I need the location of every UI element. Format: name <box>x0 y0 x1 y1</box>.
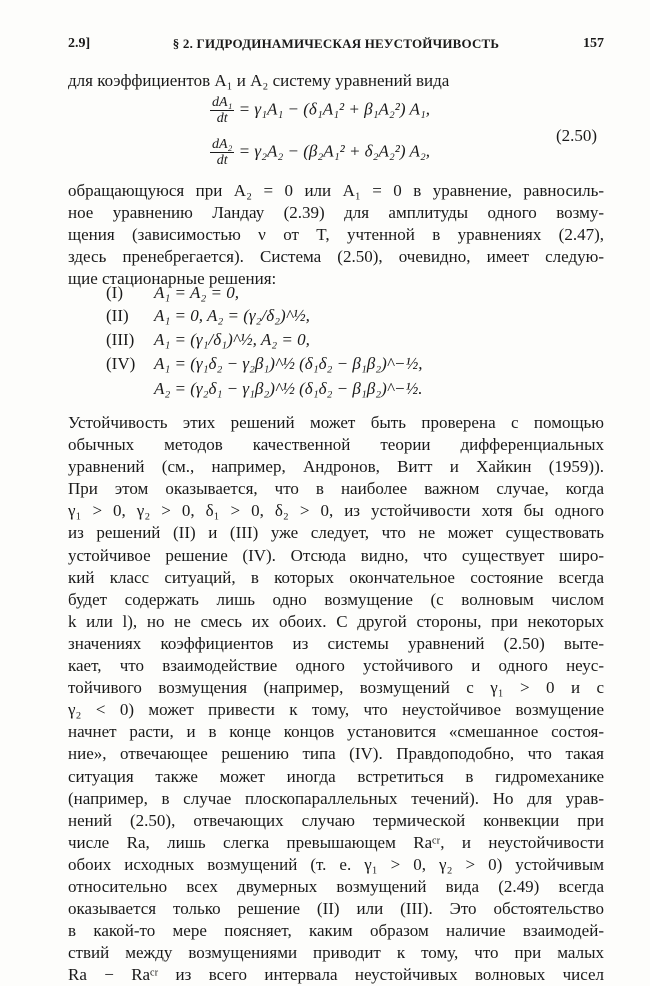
text-line: При этом оказывается, что в наиболее важном случае, когда <box>68 479 604 499</box>
text-line: γ₁ > 0, γ₂ > 0, δ₁ > 0, δ₂ > 0, из устойчивости хотя бы одного <box>68 501 604 521</box>
solution-label: (I) <box>106 283 123 302</box>
solution-4 <box>106 354 422 374</box>
text-line: тойчивого возмущения (например, возмущений с γ₁ > 0 и с <box>68 678 604 698</box>
text-line: нений (2.50), отвечающих случаю термической конвекции при <box>68 810 604 830</box>
solution-5 <box>106 379 422 399</box>
text-line: ствий между возмущениями приводит к тому, что при малых <box>68 943 604 963</box>
paragraph-1 <box>68 180 604 290</box>
text-line: обоих исходных возмущений (т. е. γ₁ > 0, γ₂ > 0) устойчивым <box>68 854 604 874</box>
equation-rhs: = γ₂A₂ − (β₂A₁² + δ₂A₂²) A₂, <box>238 141 431 161</box>
solution-2 <box>106 306 310 326</box>
text-line: ние», отвечающее решению типа (IV). Правдоподобно, что такая <box>68 744 604 764</box>
derivative-fraction: $\frac{\text{dA₁}}{dt}$ <box>212 95 233 126</box>
paragraph-2 <box>68 412 604 986</box>
running-header <box>68 36 604 58</box>
text-line: k или l), но не смесь их обоих. С другой стороны, при некоторых <box>68 611 604 631</box>
solution-formula: A₁ = (γ₁/δ₁)^½, A₂ = 0, <box>154 330 310 349</box>
text-line: ное уравнению Ландау (2.39) для амплитуды одного возму- <box>68 203 604 223</box>
solution-formula: A₁ = (γ₁δ₂ − γ₂β₁)^½ (δ₁δ₂ − β₁β₂)^−½, <box>154 354 423 373</box>
text-line: Ra − Raᶜʳ из всего интервала неустойчивых волновых чисел <box>68 965 604 985</box>
text-line: обращающуюся при A₂ = 0 или A₁ = 0 в уравнение, равносиль- <box>68 181 604 200</box>
text-line: обычных методов качественной теории дифференциальных <box>68 435 604 455</box>
solution-3 <box>106 330 310 350</box>
page-number: 157 <box>583 36 604 51</box>
text-line: в какой-то мере поясняет, каким образом наличие взаимодей- <box>68 921 604 941</box>
text-line: кий класс ситуаций, в которых окончательное состояние всегда <box>68 567 604 587</box>
text-line: (например, в случае плоскопараллельных течений). Но для урав- <box>68 788 604 808</box>
solution-formula: A₂ = (γ₂δ₁ − γ₁β₂)^½ (δ₁δ₂ − β₁β₂)^−½. <box>154 379 423 398</box>
text-line: кает, что взаимодействие одного устойчивого и одного неус- <box>68 656 604 676</box>
intro-line: для коэффициентов A₁ и A₂ систему уравнений вида <box>68 71 450 90</box>
text-line: начнет расти, и в конце концов установится «смешанное состоя- <box>68 722 604 742</box>
solution-1 <box>106 283 239 303</box>
text-line: относительно всех двумерных возмущений вида (2.49) всегда <box>68 876 604 896</box>
text-line: оказывается только решение (II) или (III). Это обстоятельство <box>68 899 604 919</box>
solution-label: (II) <box>106 306 129 325</box>
text-line: γ₂ < 0) может привести к тому, что неустойчивое возмущение <box>68 700 604 720</box>
derivative-fraction: $\frac{\text{dA₂}}{dt}$ <box>212 137 233 168</box>
text-line: будет содержать лишь одно возмущение (с волновым числом <box>68 589 604 609</box>
text-line: значениях коэффициентов из системы уравнений (2.50) выте- <box>68 633 604 653</box>
text-line: щие стационарные решения: <box>68 269 277 289</box>
text-line: числе Ra, лишь слегка превышающем Raᶜʳ, и неустойчивости <box>68 832 604 852</box>
text-line: из решений (II) и (III) уже следует, что не может существовать <box>68 523 604 543</box>
text-line: Устойчивость этих решений может быть проверена с помощью <box>68 413 604 432</box>
text-line: щения (зависимостью ν от T, учтенной в уравнениях (2.47), <box>68 225 604 245</box>
text-line: здесь пренебрегается). Система (2.50), очевидно, имеет следую- <box>68 247 604 267</box>
solution-formula: A₁ = A₂ = 0, <box>154 283 239 302</box>
section-number: 2.9] <box>68 36 91 51</box>
equation-2 <box>210 137 430 168</box>
text-line: устойчивое решение (IV). Отсюда видно, что существует широ- <box>68 545 604 565</box>
equation-1 <box>210 95 430 126</box>
text-line: уравнений (см., например, Андронов, Витт и Хайкин (1959)). <box>68 457 604 477</box>
solution-label: (IV) <box>106 354 136 373</box>
equation-rhs: = γ₁A₁ − (δ₁A₁² + β₁A₂²) A₁, <box>238 99 431 119</box>
equation-number: (2.50) <box>556 126 598 145</box>
solution-formula: A₁ = 0, A₂ = (γ₂/δ₂)^½, <box>154 306 310 325</box>
solution-label: (III) <box>106 330 135 349</box>
section-title: § 2. ГИДРОДИНАМИЧЕСКАЯ НЕУСТОЙЧИВОСТЬ <box>172 36 500 51</box>
text-line: ситуация также может иногда встретиться в гидромеханике <box>68 766 604 786</box>
